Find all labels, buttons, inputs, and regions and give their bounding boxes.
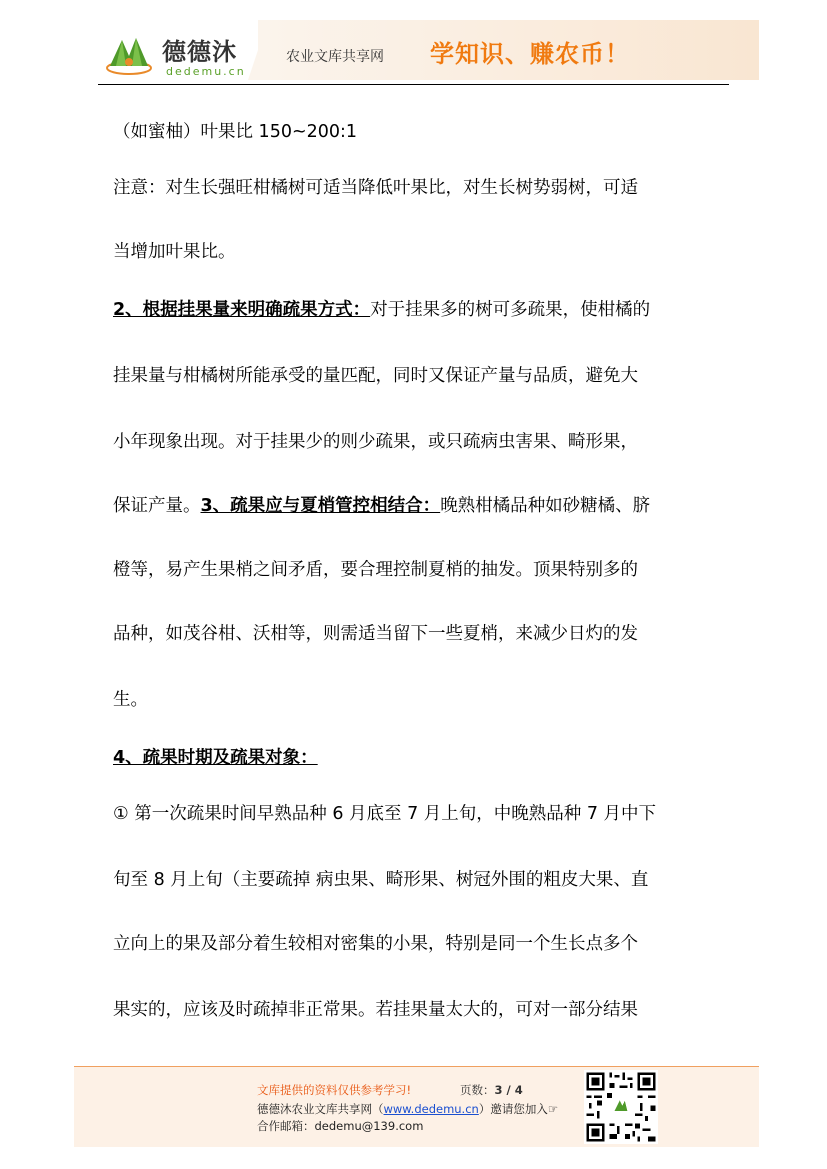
page-header — [98, 20, 759, 82]
text-line: 立向上的果及部分着生较相对密集的小果，特别是同一个生长点多个 — [113, 934, 638, 954]
page-counter-label: 页数： — [460, 1083, 495, 1097]
qr-code-icon[interactable] — [584, 1070, 658, 1144]
footer-email[interactable]: 合作邮箱：dedemu@139.com — [257, 1119, 424, 1133]
text-line — [113, 746, 318, 770]
text-line: （如蜜柚）叶果比 150~200:1 — [113, 122, 358, 142]
section-heading: 2、根据挂果量来明确疏果方式： — [113, 300, 371, 320]
text-line: 品种，如茂谷柑、沃柑等，则需适当留下一些夏梢，来减少日灼的发 — [113, 624, 638, 644]
text-line: 果实的，应该及时疏掉非正常果。若挂果量太大的，可对一部分结果 — [113, 1000, 638, 1020]
text-line: 注意：对生长强旺柑橘树可适当降低叶果比，对生长树势弱树，可适 — [113, 178, 638, 198]
text-line: 橙等，易产生果梢之间矛盾，要合理控制夏梢的抽发。顶果特别多的 — [113, 560, 638, 580]
text-segment: 对于挂果多的树可多疏果，使柑橘的 — [370, 300, 651, 320]
page-footer — [74, 1066, 759, 1147]
header-slogan: 学知识、赚农币！ — [430, 39, 630, 68]
logo-domain: dedemu.cn — [166, 65, 246, 78]
text-line — [113, 494, 650, 518]
footer-site-suffix: ）邀请您加入☞ — [478, 1102, 559, 1116]
page-counter-value: 3 / 4 — [494, 1083, 523, 1097]
footer-site-line — [257, 1101, 558, 1117]
text-line: 旬至 8 月上旬（主要疏掉 病虫果、畸形果、树冠外围的粗皮大果、直 — [113, 870, 649, 890]
footer-divider-line — [74, 1066, 759, 1067]
text-segment: 晚熟柑橘品种如砂糖橘、脐 — [440, 496, 651, 516]
header-divider-line — [98, 84, 729, 85]
text-line — [113, 298, 650, 322]
leaf-logo-icon — [102, 32, 158, 78]
footer-site-prefix: 德德沐农业文库共享网（ — [257, 1102, 384, 1116]
section-heading: 3、疏果应与夏梢管控相结合： — [200, 496, 441, 516]
footer-site-link[interactable]: www.dedemu.cn — [383, 1102, 479, 1116]
header-site-name[interactable]: 农业文库共享网 — [286, 49, 384, 65]
site-logo[interactable] — [102, 28, 252, 84]
text-line: 生。 — [113, 690, 148, 710]
section-heading: 4、疏果时期及疏果对象： — [113, 748, 318, 768]
page-counter — [460, 1082, 523, 1098]
text-line: 挂果量与柑橘树所能承受的量匹配，同时又保证产量与品质，避免大 — [113, 366, 638, 386]
text-line: 小年现象出现。对于挂果少的则少疏果，或只疏病虫害果、畸形果， — [113, 432, 638, 452]
footer-notice: 文库提供的资料仅供参考学习! — [257, 1083, 412, 1097]
text-line: 当增加叶果比。 — [113, 242, 236, 262]
logo-text: 德德沐 — [162, 37, 237, 66]
text-segment: 保证产量。 — [113, 496, 201, 516]
text-line: ① 第一次疏果时间早熟品种 6 月底至 7 月上旬，中晚熟品种 7 月中下 — [113, 804, 657, 824]
